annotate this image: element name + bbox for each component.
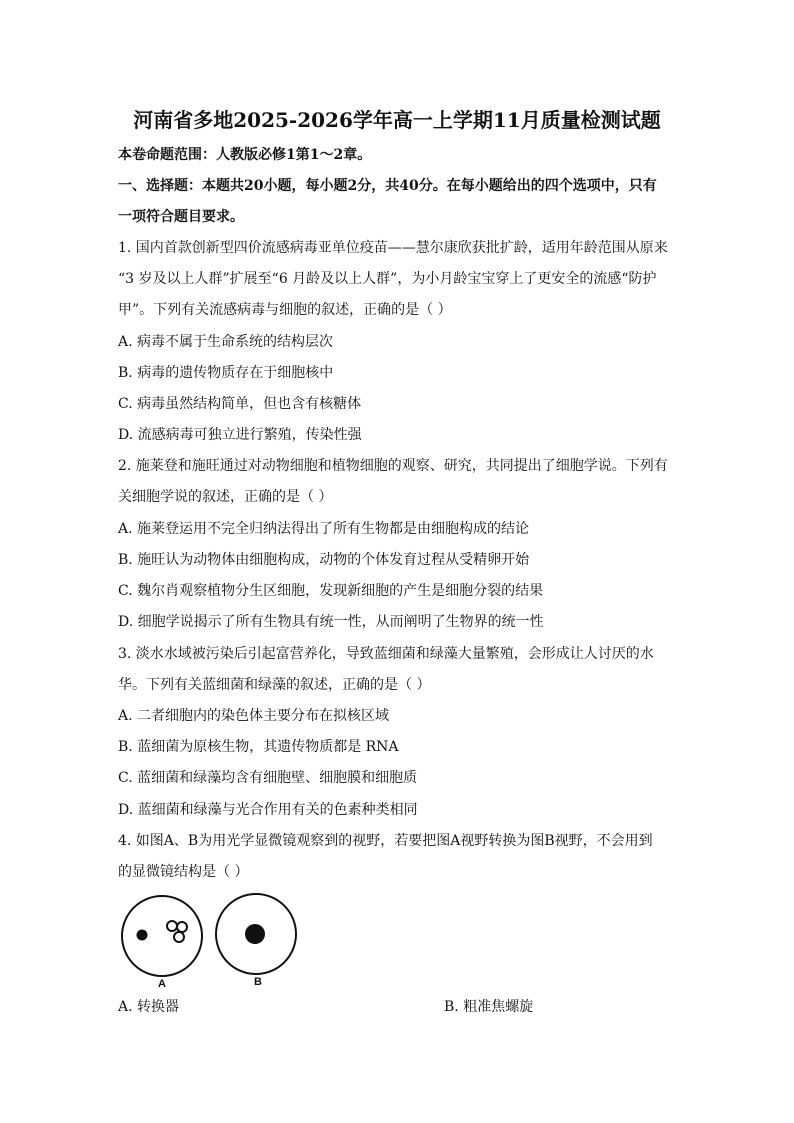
view-a-label: A — [158, 978, 166, 990]
q1-option-b: B. 病毒的遗传物质存在于细胞核中 — [118, 365, 334, 381]
view-a-solid-dot — [137, 930, 148, 941]
view-a — [122, 896, 202, 990]
microscope-view-figure — [118, 890, 318, 990]
view-a-small-cell-1 — [167, 921, 177, 931]
q1-stem-line2: “3 岁及以上人群”扩展至“6 月龄及以上人群”，为小月龄宝宝穿上了更安全的流感“防护 — [118, 271, 657, 287]
q2-option-a: A. 施莱登运用不完全归纳法得出了所有生物都是由细胞构成的结论 — [118, 521, 530, 537]
exam-title: 河南省多地2025-2026学年高一上学期11月质量检测试题 — [133, 108, 661, 132]
scope-note: 本卷命题范围：人教版必修1第1～2章。 — [118, 147, 372, 163]
q3-option-c: C. 蓝细菌和绿藻均含有细胞壁、细胞膜和细胞质 — [118, 770, 418, 786]
view-b-magnified-dot — [245, 924, 265, 944]
q1-stem-line1: 1. 国内首款创新型四价流感病毒亚单位疫苗——慧尔康欣获批扩龄，适用年龄范围从原来 — [118, 240, 668, 256]
view-a-field-circle — [122, 896, 202, 976]
q3-option-a: A. 二者细胞内的染色体主要分布在拟核区域 — [118, 708, 390, 724]
section-heading-line2: 一项符合题目要求。 — [118, 209, 244, 225]
view-a-small-cell-3 — [174, 932, 184, 942]
view-b — [216, 894, 296, 988]
q2-option-c: C. 魏尔肖观察植物分生区细胞，发现新细胞的产生是细胞分裂的结果 — [118, 583, 544, 599]
q2-option-b: B. 施旺认为动物体由细胞构成，动物的个体发育过程从受精卵开始 — [118, 552, 530, 568]
q4-stem-line1: 4. 如图A、B为用光学显微镜观察到的视野，若要把图A视野转换为图B视野，不会用到 — [118, 833, 653, 849]
section-heading-line1: 一、选择题：本题共20小题，每小题2分，共40分。在每小题给出的四个选项中，只有 — [118, 178, 657, 194]
q3-stem-line1: 3. 淡水水域被污染后引起富营养化，导致蓝细菌和绿藻大量繁殖，会形成让人讨厌的水 — [118, 646, 654, 662]
q2-stem-line1: 2. 施莱登和施旺通过对动物细胞和植物细胞的观察、研究，共同提出了细胞学说。下列有 — [118, 458, 668, 474]
q4-stem-line2: 的显微镜结构是（ ） — [118, 864, 249, 880]
q1-option-a: A. 病毒不属于生命系统的结构层次 — [118, 334, 334, 350]
view-a-small-cell-2 — [177, 922, 187, 932]
q3-stem-line2: 华。下列有关蓝细菌和绿藻的叙述，正确的是（ ） — [118, 677, 431, 693]
q4-option-a: A. 转换器 — [118, 999, 180, 1015]
q2-option-d: D. 细胞学说揭示了所有生物具有统一性，从而阐明了生物界的统一性 — [118, 614, 544, 630]
q3-option-b: B. 蓝细菌为原核生物，其遗传物质都是 RNA — [118, 739, 399, 755]
q1-option-d: D. 流感病毒可独立进行繁殖，传染性强 — [118, 427, 362, 443]
q3-option-d: D. 蓝细菌和绿藻与光合作用有关的色素种类相同 — [118, 802, 418, 818]
q1-option-c: C. 病毒虽然结构简单，但也含有核糖体 — [118, 396, 362, 412]
q4-option-b: B. 粗准焦螺旋 — [444, 999, 534, 1015]
view-b-label: B — [254, 976, 262, 988]
q1-stem-line3: 甲”。下列有关流感病毒与细胞的叙述，正确的是（ ） — [118, 302, 452, 318]
q2-stem-line2: 关细胞学说的叙述，正确的是（ ） — [118, 489, 333, 505]
